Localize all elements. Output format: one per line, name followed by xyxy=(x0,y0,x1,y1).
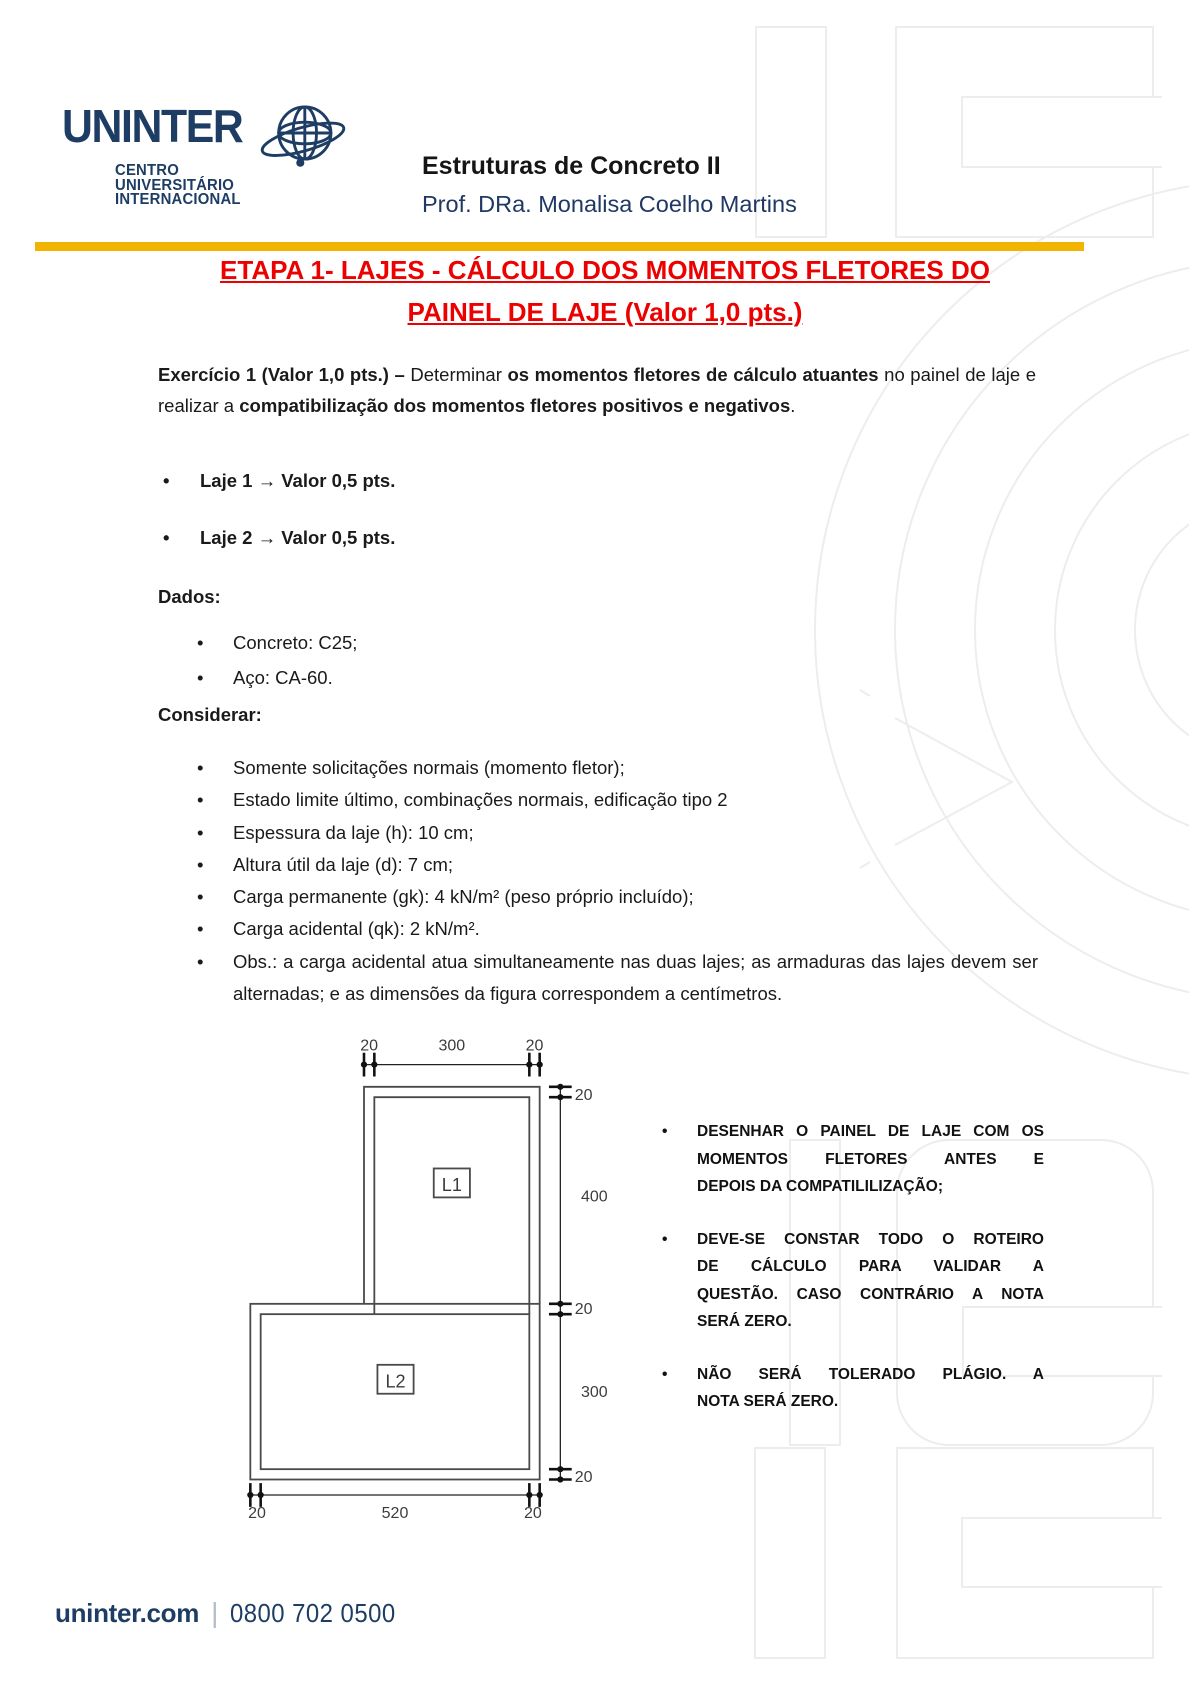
list-item: • Carga acidental (qk): 2 kN/m². xyxy=(197,913,1038,945)
note-line: • DESENHAR O PAINEL DE LAJE COM OS xyxy=(697,1123,1044,1140)
intro-run: Exercício 1 (Valor 1,0 pts.) – xyxy=(158,363,411,385)
note-line: SERÁ ZERO. xyxy=(697,1313,792,1330)
footer-phone: 0800 702 0500 xyxy=(230,1598,396,1628)
list-item: • Laje 1 → Valor 0,5 pts. xyxy=(163,471,395,490)
instruction-notes xyxy=(660,1118,1044,1441)
considerar-list xyxy=(197,752,1038,1010)
considerar-heading: Considerar: xyxy=(158,704,262,725)
list-item: • Espessura da laje (h): 10 cm; xyxy=(197,817,1038,849)
dim-label-bottom-middle: 520 xyxy=(381,1505,409,1521)
dim-label-bottom-left: 20 xyxy=(248,1505,266,1521)
slab-panel-figure xyxy=(240,1035,612,1521)
intro-run: . xyxy=(790,395,796,416)
dim-label-top-left: 20 xyxy=(360,1037,379,1055)
note-line: • NÃO SERÁ TOLERADO PLÁGIO. A xyxy=(697,1365,1044,1383)
logo-subtitle-line: INTERNACIONAL xyxy=(115,191,241,209)
note-item xyxy=(660,1226,1044,1336)
page-title-line1: ETAPA 1- LAJES - CÁLCULO DOS MOMENTOS FLETORES DO xyxy=(220,255,990,285)
dim-label-top-middle: 300 xyxy=(438,1037,466,1055)
note-line: • DEVE-SE CONSTAR TODO O ROTEIRO xyxy=(697,1230,1044,1248)
professor-name: Prof. DRa. Monalisa Coelho Martins xyxy=(422,191,797,217)
list-item: • Altura útil da laje (d): 7 cm; xyxy=(197,849,1038,881)
slab2-label: L2 xyxy=(385,1371,406,1392)
footer-separator: | xyxy=(211,1597,219,1628)
note-line: DEPOIS DA COMPATILILIZAÇÃO; xyxy=(697,1178,943,1195)
dim-label-right-wall-top: 20 xyxy=(574,1086,593,1104)
laje-value-list xyxy=(163,471,395,547)
dados-list xyxy=(197,633,357,687)
logo-subtitle-line: CENTRO xyxy=(115,162,179,179)
dim-label-right-l1: 400 xyxy=(581,1188,608,1206)
note-line: DE CÁLCULO PARA VALIDAR A xyxy=(697,1258,1044,1275)
list-item: • Estado limite último, combinações normais, edificação tipo 2 xyxy=(197,784,1038,816)
list-item: • Obs.: a carga acidental atua simultaneamente nas duas lajes; as armaduras das lajes devem ser alternadas; e as dimensões da figura correspondem a centímetros. xyxy=(197,946,1038,1011)
dados-heading: Dados: xyxy=(158,586,221,607)
page-title xyxy=(150,250,1060,333)
logo-subtitle xyxy=(115,164,250,208)
list-item: • Laje 2 → Valor 0,5 pts. xyxy=(163,528,395,547)
intro-run: no painel de laje e realizar a xyxy=(158,363,1036,416)
globe-icon xyxy=(258,88,348,178)
page-title-line2: PAINEL DE LAJE (Valor 1,0 pts.) xyxy=(407,296,803,327)
intro-run: Determinar xyxy=(410,363,508,385)
logo-wordmark: UNINTER xyxy=(62,100,243,152)
dim-label-top-right: 20 xyxy=(525,1037,544,1055)
list-item: • Carga permanente (gk): 4 kN/m² (peso próprio incluído); xyxy=(197,881,1038,913)
logo-subtitle-line: UNIVERSITÁRIO xyxy=(115,176,235,194)
intro-run: compatibilização dos momentos fletores positivos e negativos xyxy=(239,395,791,416)
note-item xyxy=(660,1118,1044,1201)
dim-label-right-l2: 300 xyxy=(581,1383,608,1401)
list-item: • Aço: CA-60. xyxy=(197,668,357,687)
exercise-intro-paragraph xyxy=(158,359,1036,422)
list-item: • Concreto: C25; xyxy=(197,633,357,652)
dim-label-right-wall-mid: 20 xyxy=(574,1301,593,1319)
intro-run: os momentos fletores de cálculo atuantes xyxy=(507,363,879,385)
dim-label-right-wall-bottom: 20 xyxy=(574,1469,593,1487)
slab-panel-drawing xyxy=(240,1035,612,1521)
page-footer xyxy=(55,1597,410,1629)
footer-website: uninter.com xyxy=(55,1598,200,1628)
uninter-logo xyxy=(62,100,256,209)
list-item: • Somente solicitações normais (momento fletor); xyxy=(197,752,1038,784)
note-line: QUESTÃO. CASO CONTRÁRIO A NOTA xyxy=(697,1285,1044,1303)
dim-label-bottom-right: 20 xyxy=(524,1505,542,1521)
note-line: MOMENTOS FLETORES ANTES E xyxy=(697,1150,1044,1168)
note-item xyxy=(660,1361,1044,1416)
note-line: NOTA SERÁ ZERO. xyxy=(697,1393,839,1410)
slab1-label: L1 xyxy=(441,1175,462,1196)
header-course-block xyxy=(422,150,797,219)
course-title: Estruturas de Concreto II xyxy=(422,152,721,180)
